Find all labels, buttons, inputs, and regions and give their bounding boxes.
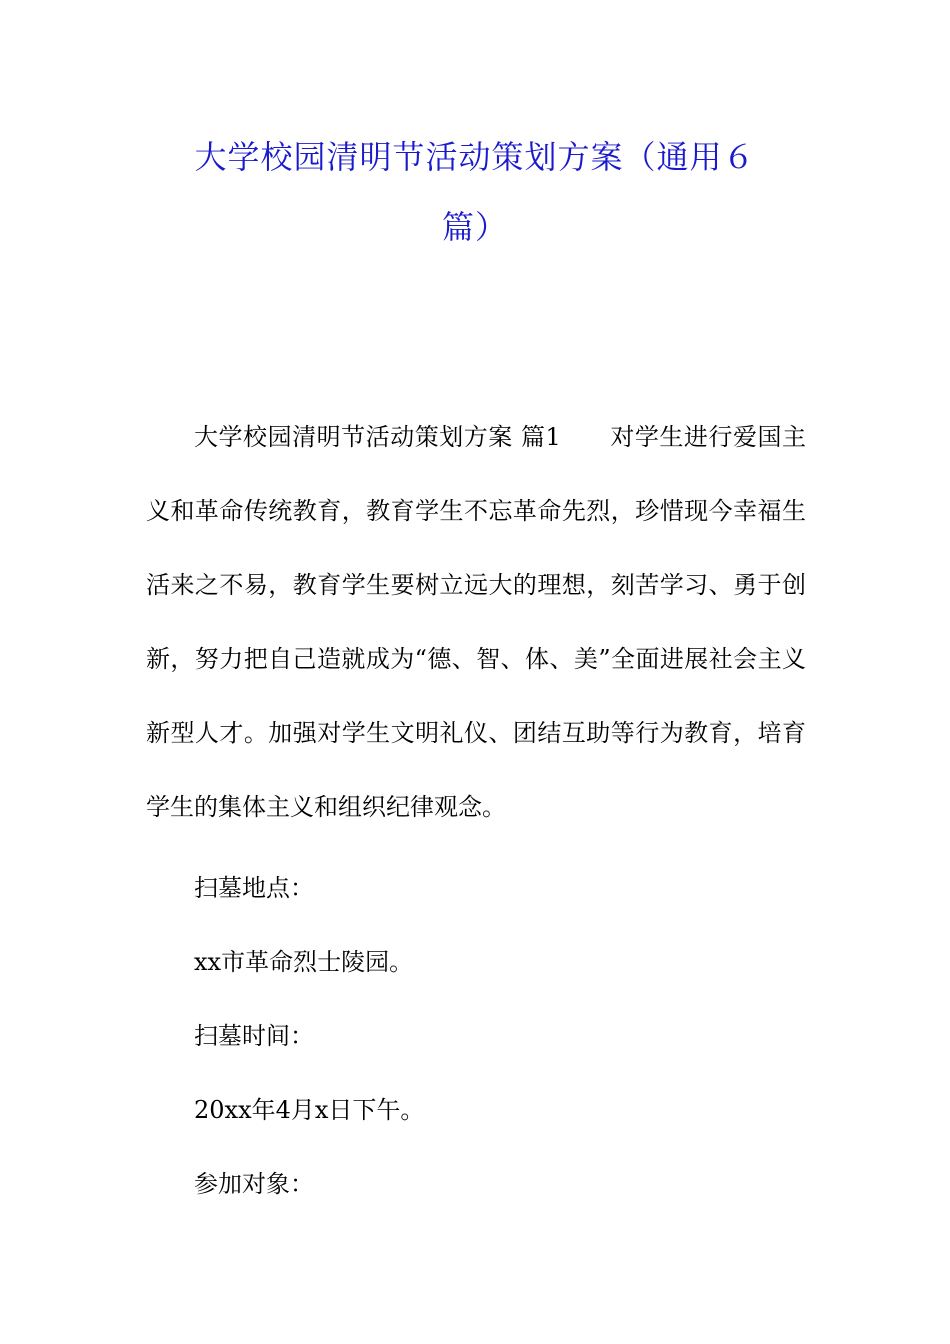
body-line-location-value: xx市革命烈士陵园。 <box>194 948 414 976</box>
document-title-line-2: 篇） <box>441 208 508 246</box>
body-line-location-label: 扫墓地点： <box>194 874 314 902</box>
body-line-time-label: 扫墓时间： <box>194 1022 314 1050</box>
document-title-line-1: 大学校园清明节活动策划方案（通用６ <box>194 138 756 176</box>
body-line-time-value: 20xx年4月x日下午。 <box>194 1096 425 1124</box>
body-paragraph: 大学校园清明节活动策划方案 篇1 对学生进行爱国主义和革命传统教育，教育学生不忘革命先烈，珍惜现今幸福生活来之不易，教育学生要树立远大的理想，刻苦学习、勇于创新，努力把自己造就成为“德、智、体、美”全面进展社会主义新型人才。加强对学生文明礼仪、团结互助等行为教育，培育学生的集体主义和组织纪律观念。 <box>146 423 806 821</box>
body-line-participants-label: 参加对象： <box>194 1170 314 1198</box>
